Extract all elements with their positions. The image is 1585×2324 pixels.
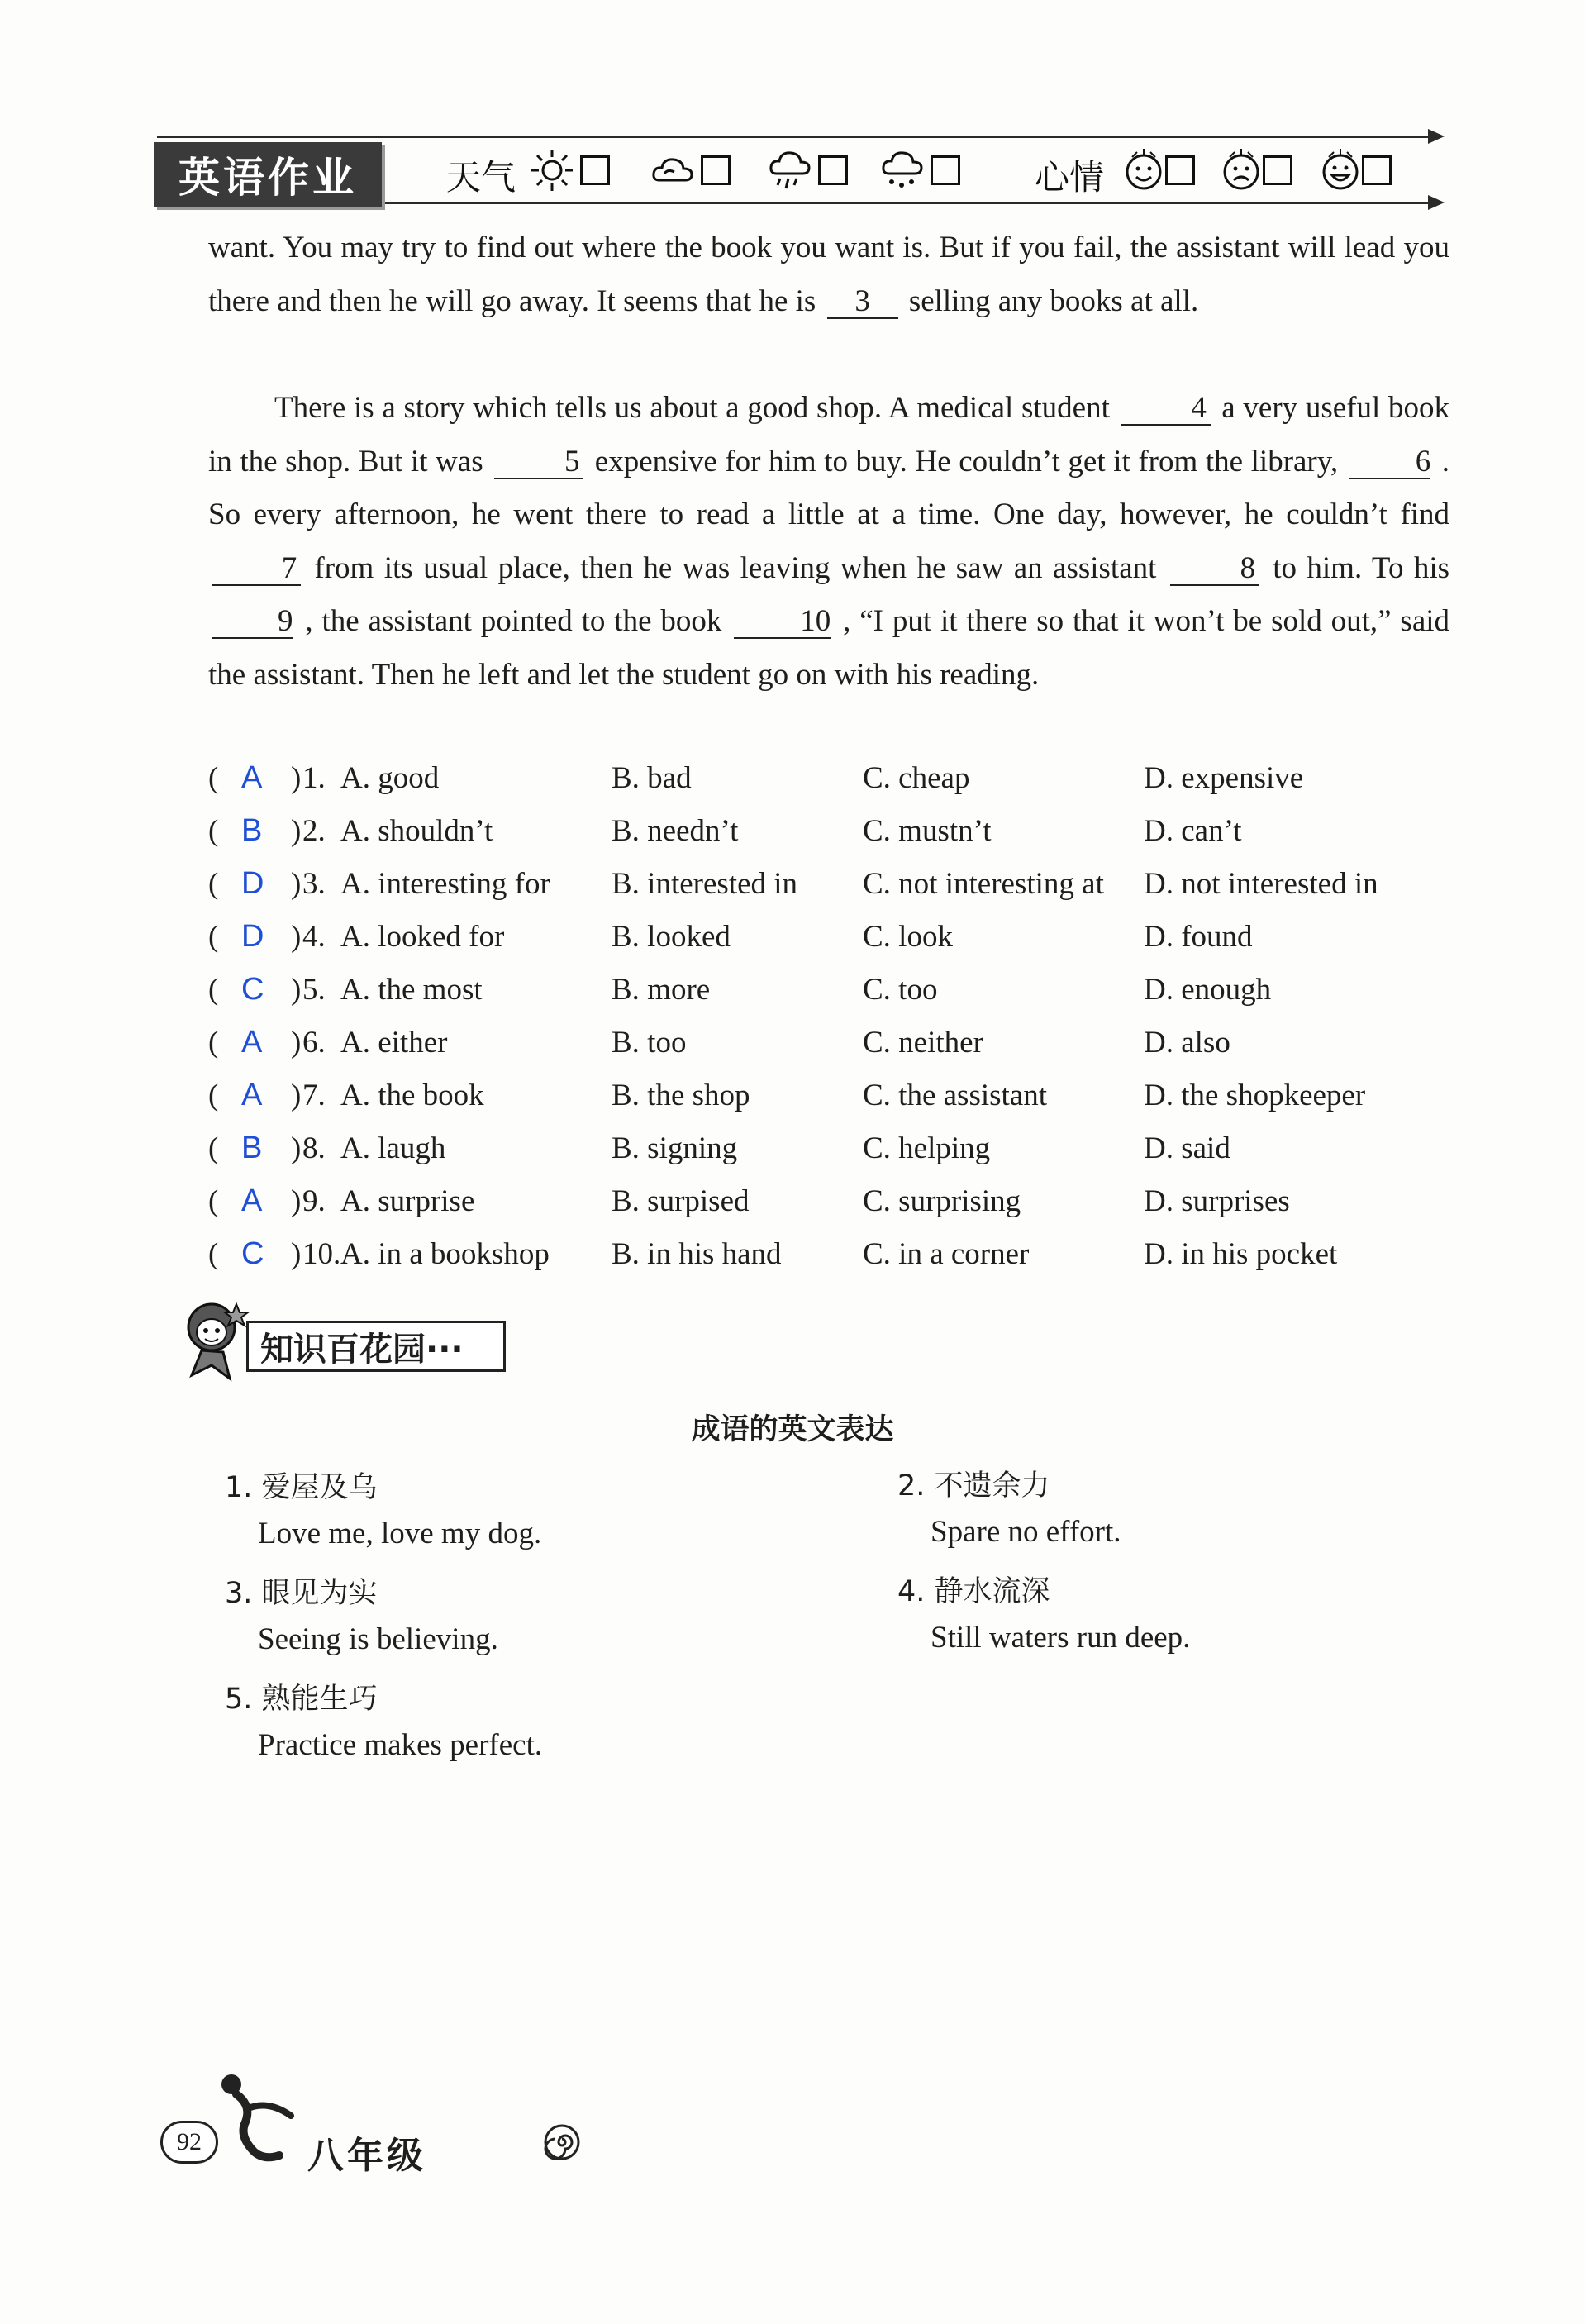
paren-close: ) [291,1079,302,1112]
idiom-cn-4: 4. 静水流深 [897,1575,1050,1608]
header-arrow-bottom [1428,195,1445,210]
question-row-5 [208,972,1464,1025]
question-number: 10. [302,1237,341,1271]
question-row-6 [208,1025,1464,1078]
answer-mark: A [241,1078,263,1112]
answer-mark: A [241,1183,263,1218]
blank-4: 4 [1121,393,1211,426]
option-b: B. surpised [612,1184,750,1218]
option-c: C. look [863,920,953,954]
option-d: D. also [1144,1026,1230,1060]
answer-mark: A [241,760,263,795]
weather-rain-checkbox[interactable] [818,155,848,185]
question-row-7 [208,1078,1464,1131]
paren-close: ) [291,761,302,795]
option-a: A. looked for [340,920,505,954]
option-b: B. interested in [612,867,798,901]
question-number: 3. [302,867,326,901]
question-number: 1. [302,761,326,795]
question-number: 7. [302,1079,326,1112]
idiom-en-5: Practice makes perfect. [258,1728,543,1762]
option-d: D. in his pocket [1144,1237,1338,1271]
option-c: C. the assistant [863,1079,1048,1112]
grin-face-icon [1317,147,1364,193]
question-number: 9. [302,1184,326,1218]
passage-text: selling any books at all. [908,283,1199,318]
question-number: 2. [302,814,326,848]
mood-grin-checkbox[interactable] [1362,155,1392,185]
answer-mark: D [241,866,264,901]
question-number: 4. [302,920,326,954]
answer-mark: C [241,1236,264,1271]
question-row-3 [208,866,1464,919]
idiom-cn-2: 2. 不遗余力 [897,1469,1050,1503]
paren-close: ) [291,867,302,901]
paren-close: ) [291,1184,302,1218]
option-b: B. looked [612,920,731,954]
option-d: D. found [1144,920,1253,954]
passage-text: a very useful book in the shop. But it was [208,391,1449,479]
option-c: C. mustn’t [863,814,992,848]
paren-close: ) [291,1237,302,1271]
paren-open: ( [208,973,219,1007]
paren-close: ) [291,973,302,1007]
paren-open: ( [208,1079,219,1112]
option-a: A. interesting for [340,867,550,901]
blank-3: 3 [827,286,898,319]
question-row-4 [208,919,1464,972]
runner-icon [203,2066,311,2165]
idiom-en-4: Still waters run deep. [931,1621,1191,1655]
paren-close: ) [291,814,302,848]
answer-mark: B [241,813,263,848]
blank-9: 9 [212,606,293,639]
option-b: B. more [612,973,711,1007]
option-c: C. in a corner [863,1237,1030,1271]
knowledge-banner: 知识百花园··· [246,1321,506,1372]
idiom-en-3: Seeing is believing. [258,1622,498,1656]
paren-open: ( [208,1131,219,1165]
passage-text: , the assistant pointed to the book [305,604,722,639]
paren-open: ( [208,761,219,795]
paren-open: ( [208,814,219,848]
paren-open: ( [208,867,219,901]
sun-icon [529,147,575,193]
option-d: D. can’t [1144,814,1242,848]
question-row-1 [208,760,1464,813]
passage-text: want. You may try to find out where the book you want is. But if you fail, the assistant will lead you there and then he will go away. It seems that he is [208,231,1449,318]
weather-snow-checkbox[interactable] [931,155,960,185]
paren-open: ( [208,920,219,954]
option-b: B. bad [612,761,692,795]
paren-close: ) [291,1026,302,1060]
passage-text: . So every afternoon, he went there to read a little at a time. One day, however, he couldn’t find [208,444,1450,532]
option-a: A. in a bookshop [340,1237,550,1271]
option-c: C. surprising [863,1184,1021,1218]
passage-text: from its usual place, then he was leaving when he saw an assistant [314,550,1157,585]
option-c: C. cheap [863,761,970,795]
paren-close: ) [291,1131,302,1165]
paren-open: ( [208,1237,219,1271]
weather-sun-checkbox[interactable] [580,155,610,185]
sad-face-icon [1218,147,1264,193]
idiom-cn-3: 3. 眼见为实 [225,1577,378,1610]
question-number: 6. [302,1026,326,1060]
option-b: B. needn’t [612,814,739,848]
answer-mark: B [241,1131,263,1165]
paren-close: ) [291,920,302,954]
option-d: D. the shopkeeper [1144,1079,1366,1112]
header-rule-top [157,136,1430,138]
passage-text: , “I put it there so that it won’t be sold out,” said the assistant. Then he left and let the student go on with his reading. [208,604,1450,692]
weather-cloud-checkbox[interactable] [701,155,731,185]
knowledge-title: 成语的英文表达 [691,1413,894,1446]
option-b: B. too [612,1026,687,1060]
blank-10: 10 [734,606,831,639]
option-a: A. laugh [340,1131,446,1165]
option-a: A. the book [340,1079,484,1112]
mood-sad-checkbox[interactable] [1263,155,1292,185]
question-row-9 [208,1183,1464,1236]
option-b: B. in his hand [612,1237,782,1271]
spiral-icon [542,2122,582,2162]
option-a: A. the most [340,973,483,1007]
header-title: 英语作业 [154,142,382,207]
option-d: D. enough [1144,973,1272,1007]
blank-8: 8 [1170,553,1259,586]
idiom-cn-1: 1. 爱屋及乌 [225,1471,378,1504]
answer-mark: A [241,1025,263,1060]
option-c: C. not interesting at [863,867,1104,901]
question-row-2 [208,813,1464,866]
option-b: B. signing [612,1131,738,1165]
question-number: 8. [302,1131,326,1165]
rain-icon [767,147,813,193]
idiom-en-2: Spare no effort. [931,1515,1121,1549]
answer-mark: C [241,972,264,1007]
mood-label: 心情 [1035,157,1105,198]
blank-7: 7 [212,553,301,586]
idiom-en-1: Love me, love my dog. [258,1517,542,1550]
option-d: D. said [1144,1131,1230,1165]
option-d: D. not interested in [1144,867,1378,901]
paren-open: ( [208,1026,219,1060]
question-row-10 [208,1236,1464,1289]
snow-icon [879,147,926,193]
page-number: 92 [160,2121,218,2164]
cloud-icon [650,147,696,193]
option-d: D. surprises [1144,1184,1290,1218]
option-a: A. good [340,761,440,795]
weather-label: 天气 [446,157,516,198]
passage-paragraph-1 [208,221,1449,328]
header-arrow-top [1428,129,1445,144]
option-a: A. either [340,1026,448,1060]
blank-5: 5 [494,446,583,479]
grade-label: 八年级 [307,2135,426,2177]
passage-text: expensive for him to buy. He couldn’t get it from the library, [594,444,1339,479]
passage-text: to him. To his [1273,550,1450,585]
passage-paragraph-2 [208,382,1449,702]
option-b: B. the shop [612,1079,750,1112]
blank-6: 6 [1349,446,1431,479]
answer-mark: D [241,919,264,954]
paren-open: ( [208,1184,219,1218]
mood-smile-checkbox[interactable] [1165,155,1195,185]
question-number: 5. [302,973,326,1007]
option-a: A. shouldn’t [340,814,493,848]
option-c: C. too [863,973,938,1007]
passage-text: There is a story which tells us about a good shop. A medical student [274,391,1110,425]
option-d: D. expensive [1144,761,1304,795]
option-c: C. helping [863,1131,991,1165]
idiom-cn-5: 5. 熟能生巧 [225,1683,378,1716]
option-a: A. surprise [340,1184,475,1218]
question-row-8 [208,1131,1464,1183]
smile-face-icon [1121,147,1167,193]
option-c: C. neither [863,1026,983,1060]
